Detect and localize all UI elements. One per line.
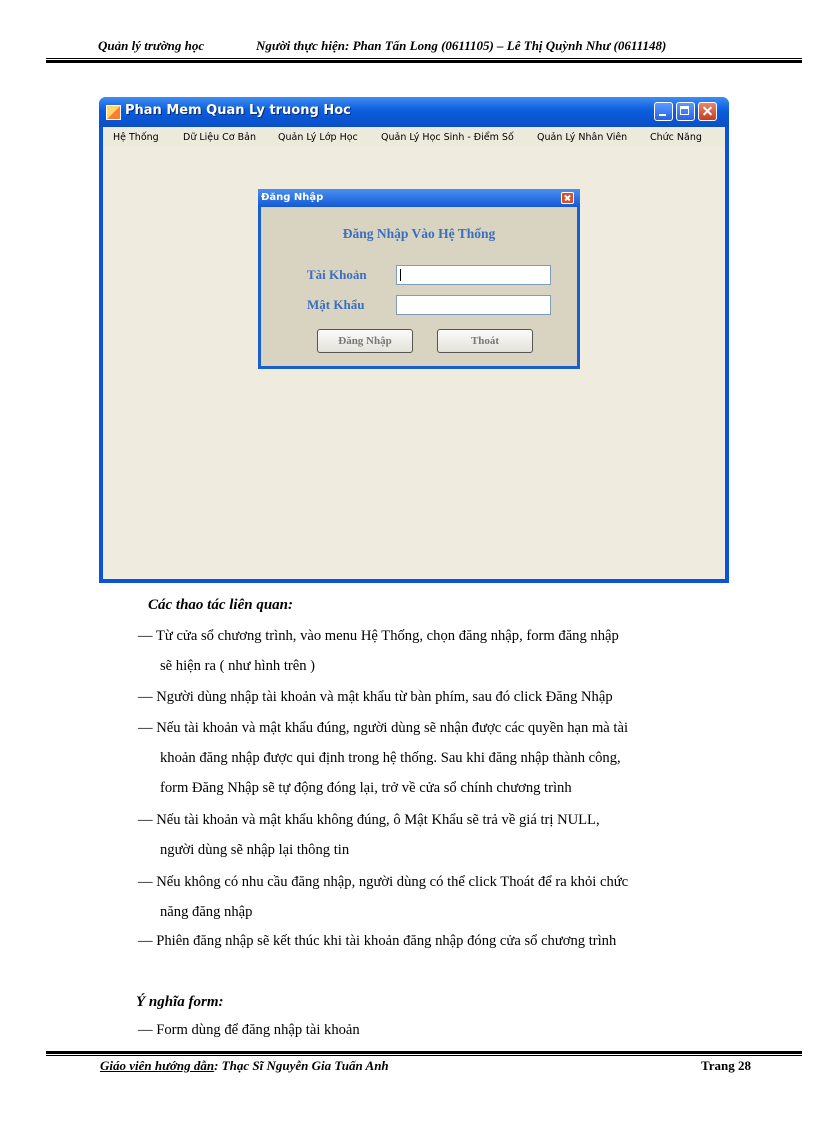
- header-rule-thick: [46, 60, 802, 63]
- list-item: — Form dùng để đăng nhập tài khoản: [138, 1022, 360, 1038]
- page-header: [90, 38, 780, 56]
- dialog-body: [261, 207, 577, 366]
- login-dialog: [258, 189, 580, 369]
- footer-advisor: [100, 1058, 389, 1074]
- dialog-title: Đăng Nhập: [261, 192, 324, 203]
- dialog-heading: Đăng Nhập Vào Hệ Thống: [342, 226, 496, 241]
- list-item-continued: sẽ hiện ra ( như hình trên ): [160, 658, 316, 674]
- header-rule-thin: [46, 58, 802, 59]
- menu-quan-ly-nhan-vien[interactable]: Quản Lý Nhân Viên: [537, 132, 628, 143]
- app-icon: [106, 105, 121, 120]
- menu-quan-ly-lop-hoc[interactable]: Quản Lý Lớp Học: [278, 132, 358, 143]
- close-icon[interactable]: [698, 102, 717, 121]
- footer-rule-thin: [46, 1055, 802, 1056]
- dialog-titlebar: [258, 189, 580, 207]
- menu-du-lieu-co-ban[interactable]: Dữ Liệu Cơ Bản: [183, 132, 256, 143]
- list-item: — Phiên đăng nhập sẽ kết thúc khi tài khoản đăng nhập đóng cửa sổ chương trình: [138, 933, 617, 949]
- list-item-continued: năng đăng nhập: [160, 904, 253, 920]
- menubar: [103, 127, 725, 147]
- login-button[interactable]: Đăng Nhập: [317, 329, 413, 353]
- window-title: Phan Mem Quan Ly truong Hoc: [125, 103, 351, 118]
- account-label: Tài Khoản: [307, 267, 367, 282]
- text-caret: [400, 269, 401, 281]
- footer-rule-thick: [46, 1051, 802, 1054]
- list-item: — Người dùng nhập tài khoản và mật khẩu từ bàn phím, sau đó click Đăng Nhập: [138, 689, 613, 705]
- menu-quan-ly-hoc-sinh[interactable]: Quản Lý Học Sinh - Điểm Số: [381, 132, 514, 143]
- exit-button[interactable]: Thoát: [437, 329, 533, 353]
- advisor-label: Giáo viên hướng dẫn: [100, 1058, 215, 1073]
- header-authors: Người thực hiện: Phan Tấn Long (0611105) – Lê Thị Quỳnh Như (0611148): [256, 38, 667, 53]
- maximize-icon[interactable]: [676, 102, 695, 121]
- window-titlebar: [99, 97, 729, 127]
- list-item-continued: form Đăng Nhập sẽ tự động đóng lại, trở về cửa sổ chính chương trình: [160, 780, 572, 796]
- form-meaning-title: Ý nghĩa form:: [136, 994, 224, 1010]
- advisor-name: : Thạc Sĩ Nguyễn Gia Tuấn Anh: [214, 1058, 389, 1073]
- menu-chuc-nang[interactable]: Chức Năng: [650, 132, 702, 143]
- list-item-continued: khoản đăng nhập được qui định trong hệ thống. Sau khi đăng nhập thành công,: [160, 750, 621, 766]
- related-ops-title: Các thao tác liên quan:: [148, 597, 294, 613]
- account-input[interactable]: [396, 265, 551, 285]
- minimize-icon[interactable]: [654, 102, 673, 121]
- dialog-close-icon[interactable]: [561, 192, 574, 204]
- password-label: Mật Khẩu: [307, 297, 365, 312]
- list-item: — Nếu không có nhu cầu đăng nhập, người dùng có thể click Thoát để ra khỏi chức: [138, 874, 629, 890]
- menu-he-thong[interactable]: Hệ Thống: [113, 132, 159, 143]
- page-number: Trang 28: [701, 1058, 751, 1073]
- password-input[interactable]: [396, 295, 551, 315]
- list-item-continued: người dùng sẽ nhập lại thông tin: [160, 842, 350, 858]
- header-title: Quản lý trường học: [98, 38, 205, 53]
- list-item: — Nếu tài khoản và mật khẩu không đúng, ô Mật Khẩu sẽ trả về giá trị NULL,: [138, 812, 600, 828]
- list-item: — Nếu tài khoản và mật khẩu đúng, người dùng sẽ nhận được các quyền hạn mà tài: [138, 720, 629, 736]
- list-item: — Từ cửa sổ chương trình, vào menu Hệ Thống, chọn đăng nhập, form đăng nhập: [138, 628, 619, 644]
